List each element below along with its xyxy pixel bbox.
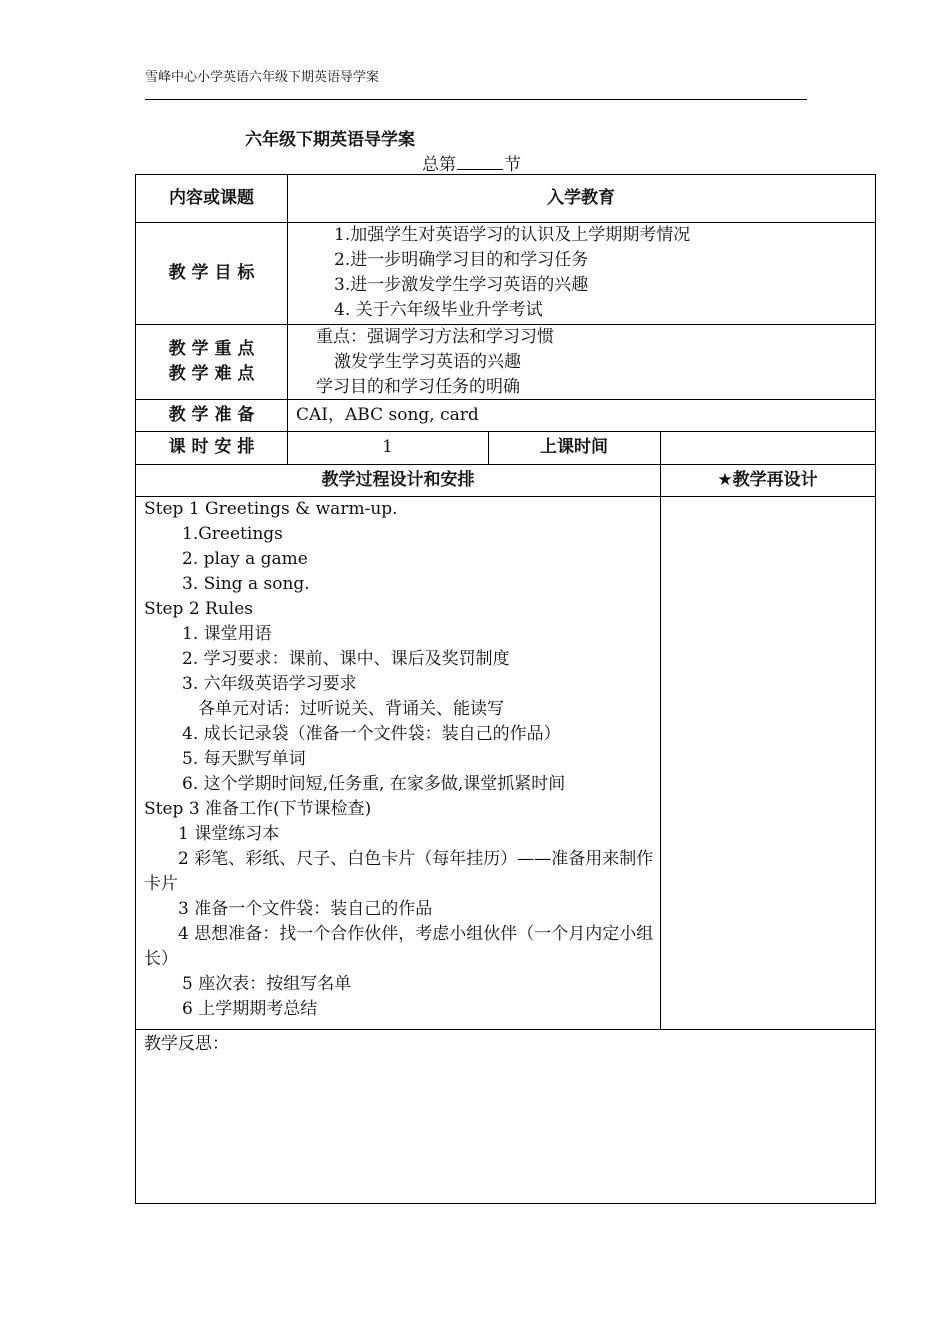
step-item: 5 座次表：按组写名单: [182, 974, 352, 994]
difficult-point-label: 教 学 难 点: [168, 363, 255, 384]
objective-item: 3.进一步激发学生学习英语的兴趣: [334, 275, 589, 295]
step-item: 3. 六年级英语学习要求: [182, 674, 357, 694]
topic-value: 入学教育: [547, 188, 615, 208]
class-time-label: 上课时间: [540, 437, 608, 457]
lesson-number-blank[interactable]: [457, 155, 503, 170]
step-item: 6 上学期期考总结: [182, 999, 318, 1019]
objective-item: 1.加强学生对英语学习的认识及上学期期考情况: [334, 225, 691, 245]
step-item: 5. 每天默写单词: [182, 749, 306, 769]
step-item: 1. 课堂用语: [182, 624, 272, 644]
step-item: 4 思想准备：找一个合作伙伴，考虑小组伙伴（一个月内定小组长）: [144, 924, 654, 969]
step-item: 3. Sing a song.: [182, 574, 310, 594]
step-item: 2. 学习要求：课前、课中、课后及奖罚制度: [182, 649, 510, 669]
reflection-label: 教学反思：: [144, 1034, 229, 1054]
objective-item: 4. 关于六年级毕业升学考试: [334, 300, 543, 320]
objectives-label: 教 学 目 标: [168, 262, 255, 283]
header-rule: [145, 99, 807, 100]
lesson-number: [422, 150, 521, 175]
step-item: 1.Greetings: [182, 524, 283, 544]
step-heading: Step 3 准备工作(下节课检查): [144, 799, 372, 819]
step-heading: Step 2 Rules: [144, 599, 254, 619]
step-item: 2. play a game: [182, 549, 308, 569]
redesign-header: ★教学再设计: [717, 469, 818, 490]
step-item: 4. 成长记录袋（准备一个文件袋：装自己的作品）: [182, 724, 561, 744]
step-item: 各单元对话：过听说关、背诵关、能读写: [198, 699, 504, 719]
key-point-line: 重点：强调学习方法和学习习惯: [316, 327, 554, 347]
row-divider: [136, 1029, 875, 1030]
lesson-number-suffix: 节: [504, 155, 521, 175]
page-header: 雪峰中心小学英语六年级下期英语导学案: [145, 70, 380, 85]
difficult-point-line: 学习目的和学习任务的明确: [316, 377, 520, 397]
preparation-value: CAI，ABC song, card: [296, 405, 479, 425]
preparation-label: 教 学 准 备: [168, 404, 255, 425]
step-item: 3 准备一个文件袋：装自己的作品: [178, 899, 433, 919]
schedule-label: 课 时 安 排: [168, 437, 255, 457]
topic-label: 内容或课题: [169, 188, 254, 208]
step-item: 6. 这个学期时间短,任务重, 在家多做,课堂抓紧时间: [182, 774, 566, 794]
lesson-plan-table: [135, 174, 876, 1204]
schedule-value: 1: [382, 437, 393, 457]
step-item: 2 彩笔、彩纸、尺子、白色卡片（每年挂历）——准备用来制作卡片: [144, 849, 654, 894]
column-divider: [660, 431, 661, 1029]
key-point-label: 教 学 重 点: [168, 338, 255, 359]
document-title: 六年级下期英语导学案: [245, 130, 415, 150]
objective-item: 2.进一步明确学习目的和学习任务: [334, 250, 589, 270]
step-heading: Step 1 Greetings & warm-up.: [144, 499, 398, 519]
lesson-number-prefix: 总第: [422, 155, 456, 175]
key-point-line: 激发学生学习英语的兴趣: [334, 352, 521, 372]
step-item: 1 课堂练习本: [178, 824, 280, 844]
process-header: 教学过程设计和安排: [321, 469, 475, 490]
key-points-label: [136, 324, 287, 399]
